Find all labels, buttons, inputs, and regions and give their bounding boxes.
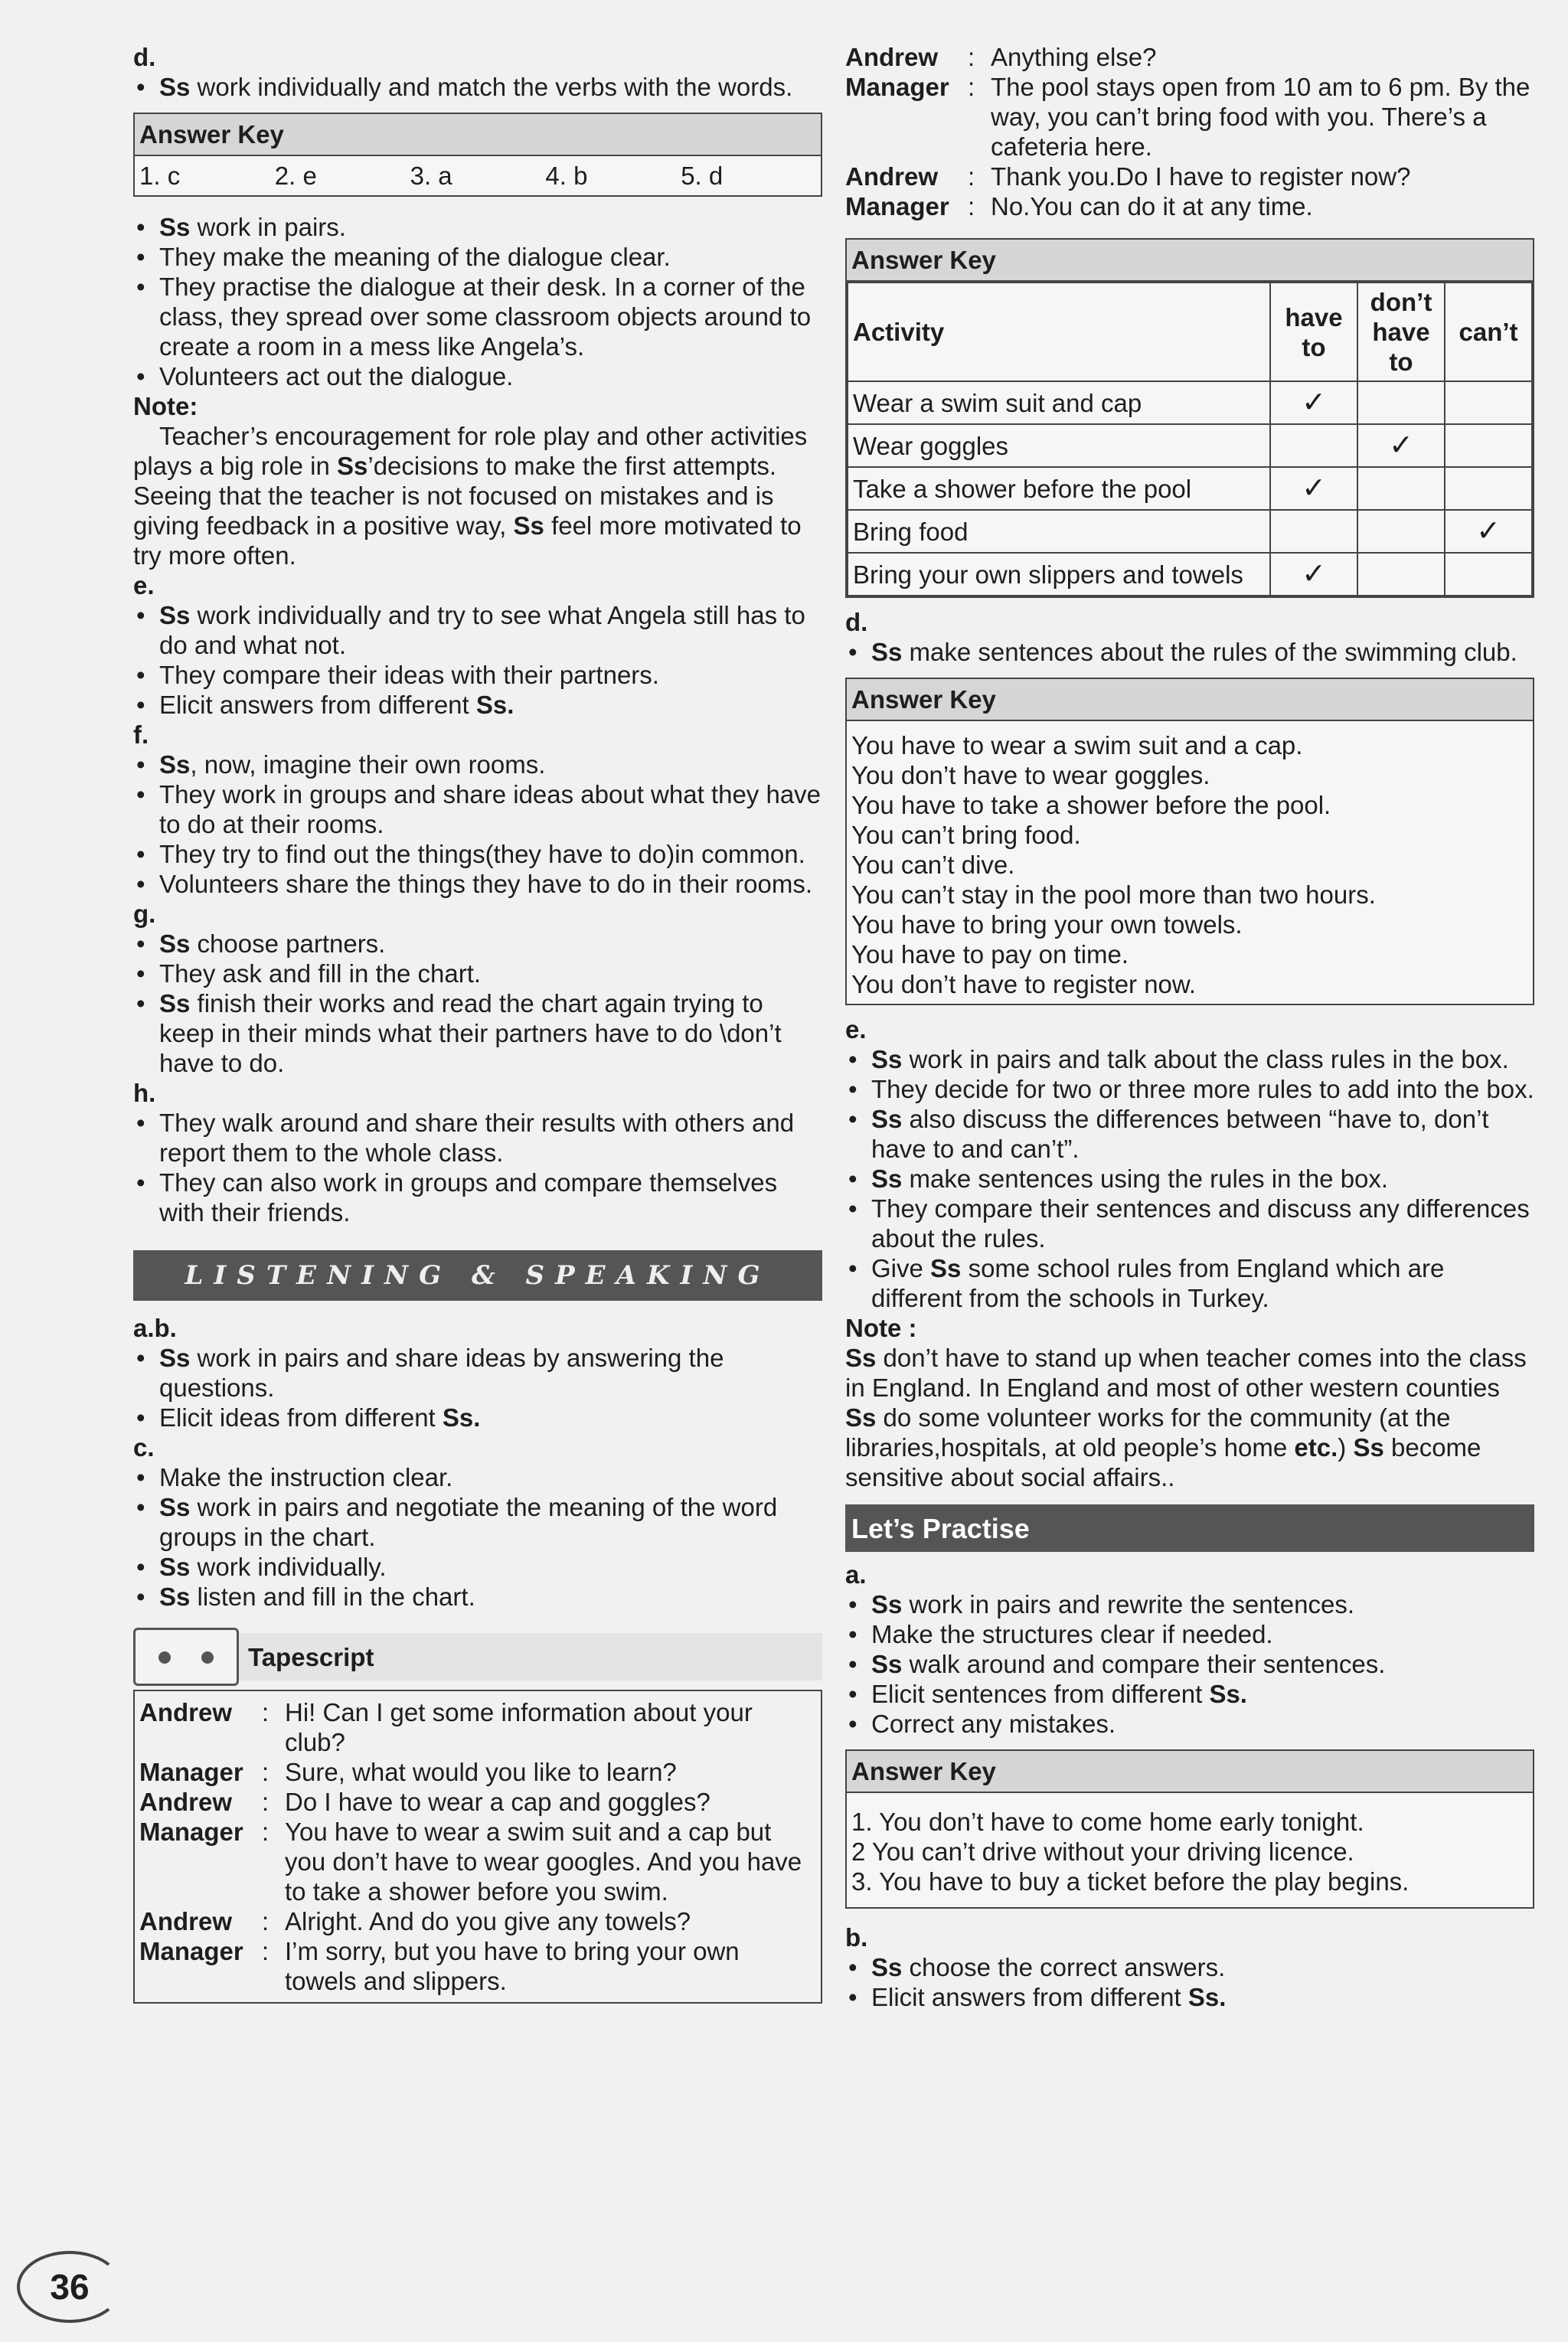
table-row: Wear goggles ✓	[848, 424, 1532, 467]
answer-key-sentences-box	[845, 678, 1534, 1005]
dialogue-line: Andrew : Thank you.Do I have to register now?	[845, 162, 1411, 191]
answer-item: 4. b	[545, 162, 588, 190]
list-item: • Correct any mistakes.	[845, 1709, 1534, 1739]
list-item: • They compare their sentences and discuss any differences about the rules.	[845, 1194, 1534, 1253]
section-d-list	[845, 637, 1534, 667]
dialogue-line: Andrew : Hi! Can I get some information about your club?	[139, 1698, 753, 1756]
list-item: • They practise the dialogue at their desk. In a corner of the class, they spread over some classroom objects around to create a room in a mess like Angela’s.	[133, 272, 822, 361]
answer-sentence: You can’t stay in the pool more than two hours.	[851, 880, 1376, 909]
teacher-note	[133, 391, 822, 570]
dialogue-line: Manager : No.You can do it at any time.	[845, 192, 1313, 220]
western-schools-note	[845, 1313, 1534, 1492]
table-header-row	[848, 283, 1532, 381]
column-header: can’t	[1445, 283, 1532, 381]
section-a-list	[845, 1589, 1534, 1739]
answer-key-body	[847, 1793, 1533, 1907]
section-c-letter: c.	[133, 1433, 155, 1462]
answer-key-heading: Answer Key	[847, 679, 1533, 721]
dialogue-line: Andrew : Alright. And do you give any towels?	[139, 1907, 691, 1935]
tapescript-header	[133, 1633, 822, 1681]
section-b-letter: b.	[845, 1923, 868, 1952]
section-b-list	[845, 1952, 1534, 2012]
section-ab-letter: a.b.	[133, 1314, 177, 1342]
dialogue-line: Manager : I’m sorry, but you have to bring your own towels and slippers.	[139, 1937, 740, 1995]
list-item: • Ss work in pairs and rewrite the sentences.	[845, 1589, 1534, 1619]
page-number: 36	[17, 2251, 122, 2323]
list-item: • They make the meaning of the dialogue clear.	[133, 242, 822, 272]
dialogue-line: Manager : You have to wear a swim suit and a cap but you don’t have to wear googles. And you have to take a shower before you swim.	[139, 1818, 802, 1906]
list-item: • Ss work individually and match the verbs with the words.	[133, 72, 822, 102]
section-h-list	[133, 1108, 822, 1227]
answer-key-row	[135, 156, 821, 195]
list-item: • Ss work in pairs.	[133, 212, 822, 242]
section-f-list	[133, 750, 822, 899]
note-label: Note:	[133, 392, 198, 420]
list-item: • Elicit sentences from different Ss.	[845, 1679, 1534, 1709]
section-d-letter: d.	[845, 608, 868, 636]
list-item: • Ss work individually.	[133, 1552, 822, 1582]
listening-speaking-banner	[133, 1250, 822, 1301]
list-item: • Ss listen and fill in the chart.	[133, 1582, 822, 1612]
answer-key-heading: Answer Key	[847, 1751, 1533, 1793]
section-e-list	[845, 1044, 1534, 1313]
answer-sentence: You don’t have to register now.	[851, 970, 1197, 998]
list-item: • They try to find out the things(they have to do)in common.	[133, 839, 822, 869]
list-item: • Ss make sentences using the rules in the box.	[845, 1164, 1534, 1194]
answer-key-heading: Answer Key	[847, 240, 1533, 282]
answer-sentence: 2 You can’t drive without your driving licence.	[851, 1837, 1354, 1866]
section-h-letter: h.	[133, 1079, 156, 1107]
list-item: • Ss work in pairs and talk about the class rules in the box.	[845, 1044, 1534, 1074]
list-item: • They can also work in groups and compare themselves with their friends.	[133, 1168, 822, 1227]
answer-sentence: You can’t bring food.	[851, 821, 1081, 849]
column-header: have to	[1270, 283, 1357, 381]
list-item: • Ss choose partners.	[133, 929, 822, 959]
cassette-icon	[133, 1628, 239, 1686]
answer-sentence: You have to take a shower before the pool.	[851, 791, 1331, 819]
list-item: • Ss choose the correct answers.	[845, 1952, 1534, 1982]
table-row: Take a shower before the pool ✓	[848, 467, 1532, 510]
answer-item: 3. a	[410, 162, 452, 190]
list-item: • Ss also discuss the differences between “have to, don’t have to and can’t”.	[845, 1104, 1534, 1164]
lets-practise-banner: Let’s Practise	[845, 1504, 1534, 1552]
dialogue-continued	[845, 42, 1534, 221]
dialogue-line: Andrew : Do I have to wear a cap and goggles?	[139, 1788, 710, 1816]
answer-item: 5. d	[681, 162, 724, 190]
section-d-list	[133, 72, 822, 102]
note-text: Ss don’t have to stand up when teacher comes into the class in England. In England and most of other western counties Ss do some volunteer works for the community (at the libraries,hospitals, at old people’s home etc.) Ss become sensitive about social affairs..	[845, 1344, 1527, 1491]
section-e-letter: e.	[133, 571, 155, 599]
activity-table	[847, 282, 1533, 596]
answer-key-body	[847, 721, 1533, 1004]
section-c-list	[133, 1462, 822, 1612]
list-item: • Ss, now, imagine their own rooms.	[133, 750, 822, 779]
section-e-list	[133, 600, 822, 720]
section-f-letter: f.	[133, 720, 149, 749]
dialogue-line: Manager : The pool stays open from 10 am to 6 pm. By the way, you can’t bring food with you. There’s a cafeteria here.	[845, 73, 1530, 161]
answer-key-heading: Answer Key	[135, 114, 821, 156]
list-item: • Give Ss some school rules from England which are different from the schools in Turkey.	[845, 1253, 1534, 1313]
dialogue-line: Manager : Sure, what would you like to learn?	[139, 1758, 677, 1786]
note-label: Note :	[845, 1314, 917, 1342]
list-item: • Volunteers act out the dialogue.	[133, 361, 822, 391]
answer-sentence: You don’t have to wear goggles.	[851, 761, 1210, 789]
answer-sentence: You can’t dive.	[851, 851, 1015, 879]
answer-sentence: 1. You don’t have to come home early tonight.	[851, 1808, 1364, 1836]
section-e-letter: e.	[845, 1015, 867, 1044]
list-item: • Ss work individually and try to see what Angela still has to do and what not.	[133, 600, 822, 660]
list-item: • Ss finish their works and read the chart again trying to keep in their minds what their partners have to do \don’t have to do.	[133, 988, 822, 1078]
list-item: • Ss work in pairs and share ideas by answering the questions.	[133, 1343, 822, 1403]
list-item: • Elicit ideas from different Ss.	[133, 1403, 822, 1432]
section-a-letter: a.	[845, 1560, 867, 1589]
tapescript-dialogue	[133, 1690, 822, 2004]
list-item: • Make the instruction clear.	[133, 1462, 822, 1492]
section-d-letter: d.	[133, 43, 156, 71]
pair-work-list	[133, 212, 822, 391]
note-text: Teacher’s encouragement for role play and other activities plays a big role in Ss’decisions to make the first attempts. Seeing that the teacher is not focused on mistakes and is giving feedback in a positive way, Ss feel more motivated to try more often.	[133, 422, 808, 570]
list-item: • They decide for two or three more rules to add into the box.	[845, 1074, 1534, 1104]
section-g-letter: g.	[133, 900, 156, 928]
answer-item: 2. e	[274, 162, 317, 190]
answer-key-box	[133, 113, 822, 197]
right-column	[845, 42, 1534, 2012]
list-item: • They work in groups and share ideas about what they have to do at their rooms.	[133, 779, 822, 839]
dialogue-line: Andrew : Anything else?	[845, 43, 1157, 71]
list-item: • They walk around and share their results with others and report them to the whole class.	[133, 1108, 822, 1168]
answer-key-practise-box	[845, 1749, 1534, 1909]
answer-sentence: 3. You have to buy a ticket before the play begins.	[851, 1867, 1410, 1896]
table-row: Bring food ✓	[848, 510, 1532, 553]
answer-sentence: You have to bring your own towels.	[851, 910, 1243, 939]
column-header: Activity	[848, 283, 1270, 381]
table-row: Bring your own slippers and towels ✓	[848, 553, 1532, 596]
answer-sentence: You have to pay on time.	[851, 940, 1129, 968]
left-column	[133, 42, 822, 2004]
column-header: don’t have to	[1357, 283, 1445, 381]
list-item: • They ask and fill in the chart.	[133, 959, 822, 988]
answer-key-table-box	[845, 238, 1534, 598]
list-item: • Make the structures clear if needed.	[845, 1619, 1534, 1649]
section-ab-list	[133, 1343, 822, 1432]
section-g-list	[133, 929, 822, 1078]
table-row: Wear a swim suit and cap ✓	[848, 381, 1532, 424]
list-item: • Elicit answers from different Ss.	[845, 1982, 1534, 2012]
list-item: • Elicit answers from different Ss.	[133, 690, 822, 720]
list-item: • Ss make sentences about the rules of the swimming club.	[845, 637, 1534, 667]
answer-item: 1. c	[139, 162, 181, 190]
answer-sentence: You have to wear a swim suit and a cap.	[851, 731, 1303, 759]
list-item: • Volunteers share the things they have to do in their rooms.	[133, 869, 822, 899]
tapescript-label: Tapescript	[248, 1642, 374, 1671]
list-item: • They compare their ideas with their partners.	[133, 660, 822, 690]
banner-title: LISTENING & SPEAKING	[185, 1259, 771, 1291]
list-item: • Ss walk around and compare their sentences.	[845, 1649, 1534, 1679]
list-item: • Ss work in pairs and negotiate the meaning of the word groups in the chart.	[133, 1492, 822, 1552]
